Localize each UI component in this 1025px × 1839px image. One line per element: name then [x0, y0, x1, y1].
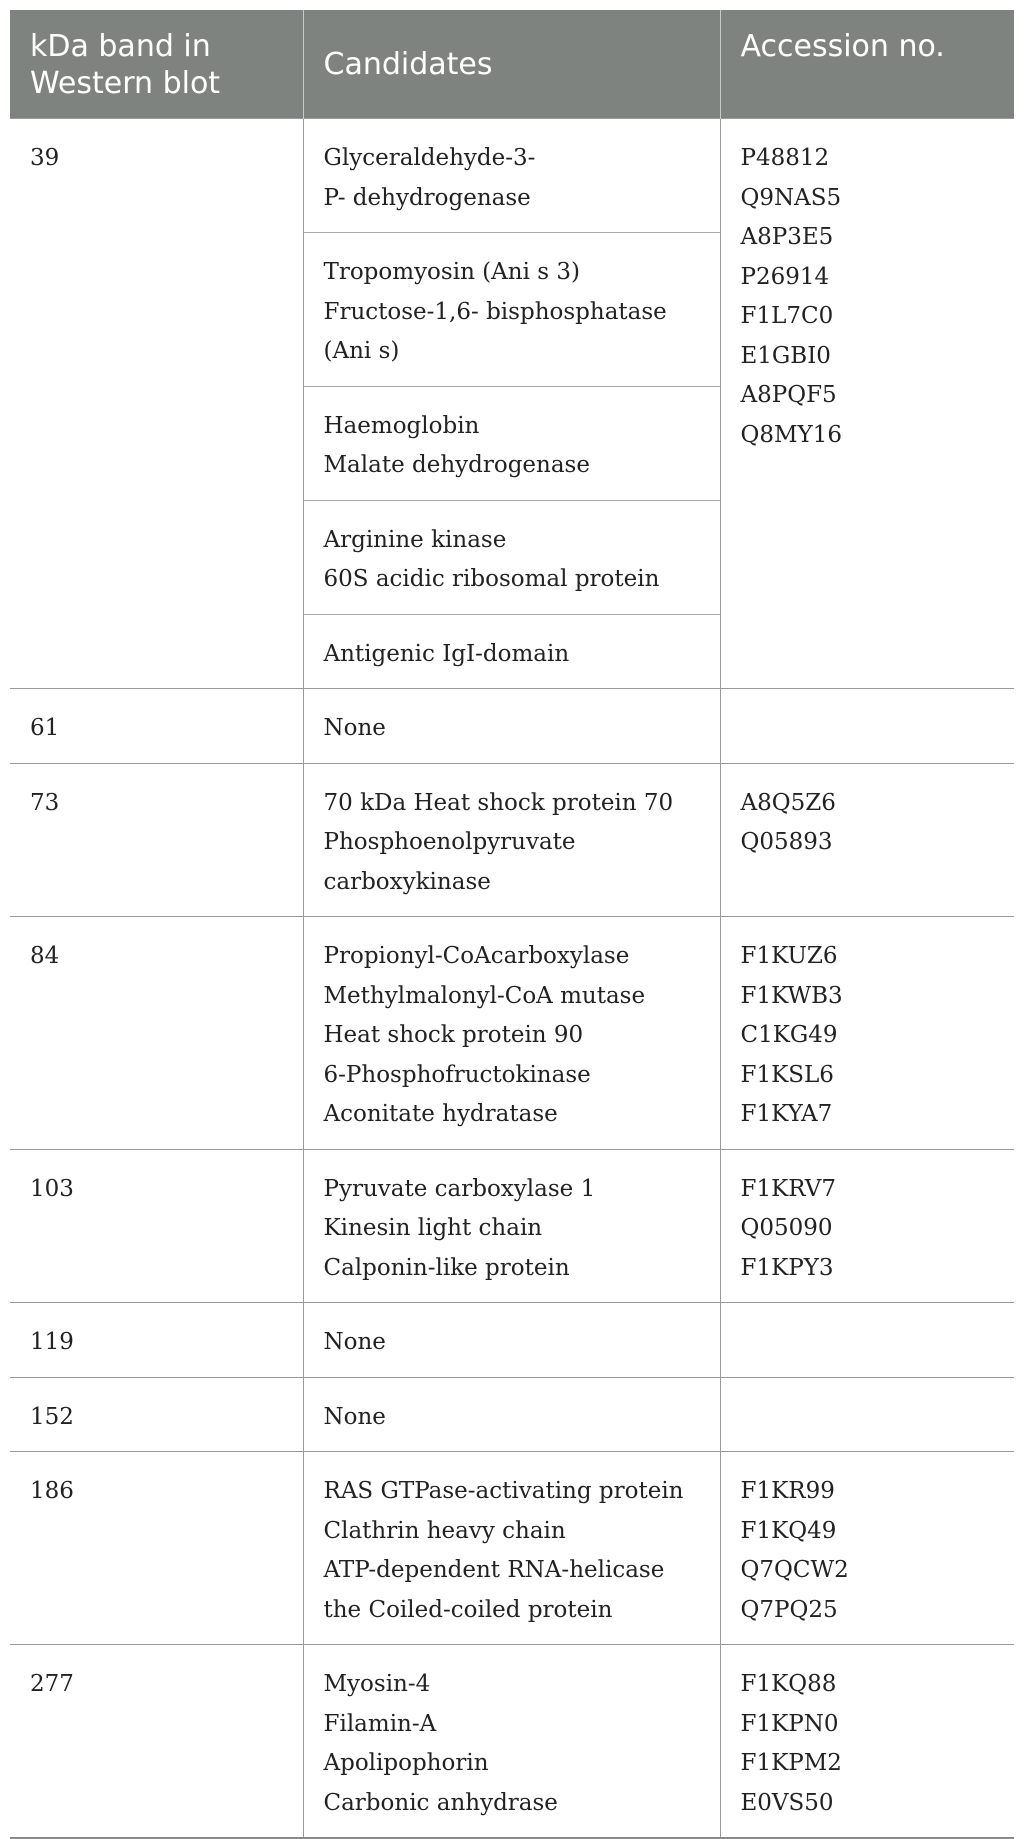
accession-number: E1GBI0 [740, 342, 831, 369]
candidate-line: Calponin-like protein [323, 1254, 570, 1281]
candidate-line: RAS GTPase-activating protein [323, 1478, 684, 1504]
accession-number: Q7QCW2 [740, 1557, 849, 1583]
candidate-line: (Ani s) [323, 338, 400, 364]
accession-cell [720, 1149, 1014, 1303]
accession-number: P48812 [740, 145, 830, 171]
candidate-group [304, 764, 720, 917]
accession-number: Q05893 [740, 829, 833, 855]
candidate-group [304, 1150, 720, 1303]
candidate-line: P- dehydrogenase [323, 184, 531, 211]
table-row [10, 763, 1014, 917]
kda-value: 39 [30, 145, 60, 171]
accession-cell [720, 1452, 1014, 1645]
table-row [10, 1377, 1014, 1452]
accession-cell [720, 917, 1014, 1150]
kda-cell [10, 689, 303, 764]
candidate-line: Apolipophorin [323, 1750, 489, 1776]
candidates-cell [303, 1149, 720, 1303]
accession-number: A8PQF5 [740, 382, 837, 408]
accession-number: F1KPN0 [740, 1710, 839, 1737]
candidate-group [304, 232, 720, 386]
candidates-table [10, 10, 1014, 1839]
candidate-line: Aconitate hydratase [323, 1101, 558, 1127]
kda-value: 186 [30, 1478, 74, 1504]
table-row [10, 1303, 1014, 1378]
accession-cell [720, 1303, 1014, 1378]
candidate-group [304, 1645, 720, 1837]
candidate-line: Kinesin light chain [323, 1215, 543, 1241]
table-row [10, 119, 1014, 689]
accession-number: F1L7C0 [740, 303, 834, 329]
candidate-line: Phosphoenolpyruvate [323, 829, 576, 855]
candidate-line: Carbonic anhydrase [323, 1789, 558, 1816]
candidate-group [304, 500, 720, 614]
accession-number: Q05090 [740, 1215, 833, 1241]
kda-cell [10, 1303, 303, 1378]
candidate-group [304, 614, 720, 689]
candidates-cell [303, 917, 720, 1150]
kda-value: 277 [30, 1671, 74, 1697]
accession-number: Q7PQ25 [740, 1596, 838, 1623]
accession-number: F1KR99 [740, 1478, 835, 1504]
candidates-cell [303, 1452, 720, 1645]
kda-cell [10, 1452, 303, 1645]
candidates-cell [303, 689, 720, 764]
accession-number: E0VS50 [740, 1789, 834, 1816]
candidate-group [304, 689, 720, 763]
header-accession [720, 10, 1014, 119]
header-text: kDa band in Western blot [30, 29, 221, 101]
accession-cell [720, 1377, 1014, 1452]
table-row [10, 1149, 1014, 1303]
kda-value: 119 [30, 1329, 74, 1355]
accession-number: F1KPY3 [740, 1254, 834, 1281]
header-text: Candidates [323, 47, 493, 82]
candidate-line: Antigenic IgI-domain [323, 640, 570, 667]
candidate-line: Tropomyosin (Ani s 3) [323, 259, 580, 285]
candidates-cell [303, 763, 720, 917]
table-row [10, 689, 1014, 764]
table-row [10, 1645, 1014, 1839]
accession-number: Q8MY16 [740, 421, 842, 448]
kda-value: 103 [30, 1175, 74, 1202]
accession-number: F1KSL6 [740, 1061, 834, 1088]
candidate-line: None [323, 1403, 386, 1430]
candidate-group [304, 1452, 720, 1644]
accession-cell [720, 763, 1014, 917]
candidate-group [304, 386, 720, 500]
table-row [10, 917, 1014, 1150]
accession-number: A8P3E5 [740, 224, 834, 250]
candidate-group [304, 119, 720, 232]
kda-value: 152 [30, 1403, 74, 1430]
candidates-cell [303, 1645, 720, 1839]
candidate-line: Haemoglobin [323, 412, 480, 439]
candidate-line: Methylmalonyl-CoA mutase [323, 982, 646, 1009]
accession-number: F1KUZ6 [740, 943, 838, 969]
candidate-line: Malate dehydrogenase [323, 452, 590, 478]
kda-cell [10, 917, 303, 1150]
kda-cell [10, 1645, 303, 1839]
kda-value: 61 [30, 715, 60, 741]
candidate-line: Fructose-1,6- bisphosphatase [323, 298, 667, 325]
table-header-row [10, 10, 1014, 119]
candidate-line: 60S acidic ribosomal protein [323, 566, 660, 592]
candidate-line: Heat shock protein 90 [323, 1022, 584, 1048]
candidate-line: Arginine kinase [323, 526, 507, 553]
kda-cell [10, 1149, 303, 1303]
candidate-line: 70 kDa Heat shock protein 70 [323, 789, 674, 816]
accession-number: F1KPM2 [740, 1750, 842, 1776]
accession-number: F1KQ88 [740, 1671, 837, 1697]
candidates-cell [303, 119, 720, 689]
candidate-line: the Coiled-coiled protein [323, 1596, 613, 1623]
candidates-cell [303, 1303, 720, 1378]
candidate-line: None [323, 715, 386, 741]
candidate-group [304, 1378, 720, 1452]
candidate-line: Filamin-A [323, 1710, 437, 1737]
candidate-line: Pyruvate carboxylase 1 [323, 1175, 596, 1202]
accession-number: F1KYA7 [740, 1101, 833, 1127]
candidate-line: carboxykinase [323, 868, 491, 895]
candidate-line: Myosin-4 [323, 1671, 431, 1697]
kda-value: 73 [30, 789, 60, 816]
header-candidates [303, 10, 720, 119]
candidate-group [304, 917, 720, 1149]
candidate-line: Glyceraldehyde-3- [323, 145, 536, 171]
accession-number: A8Q5Z6 [740, 789, 836, 816]
candidate-line: ATP-dependent RNA-helicase [323, 1557, 665, 1583]
accession-number: Q9NAS5 [740, 184, 842, 211]
accession-number: C1KG49 [740, 1022, 838, 1048]
candidate-line: None [323, 1329, 386, 1355]
candidate-line: Clathrin heavy chain [323, 1517, 566, 1544]
accession-cell [720, 689, 1014, 764]
candidate-line: 6-Phosphofructokinase [323, 1061, 591, 1088]
table-row [10, 1452, 1014, 1645]
accession-number: F1KQ49 [740, 1517, 837, 1544]
kda-cell [10, 763, 303, 917]
kda-cell [10, 1377, 303, 1452]
header-text: Accession no. [740, 29, 945, 64]
kda-value: 84 [30, 943, 60, 969]
header-kda-band [10, 10, 303, 119]
accession-number: F1KWB3 [740, 982, 843, 1009]
kda-cell [10, 119, 303, 689]
accession-number: P26914 [740, 263, 830, 290]
accession-cell [720, 1645, 1014, 1839]
accession-cell [720, 119, 1014, 689]
candidate-group [304, 1303, 720, 1377]
candidate-line: Propionyl-CoAcarboxylase [323, 943, 630, 969]
accession-number: F1KRV7 [740, 1175, 837, 1202]
candidates-cell [303, 1377, 720, 1452]
